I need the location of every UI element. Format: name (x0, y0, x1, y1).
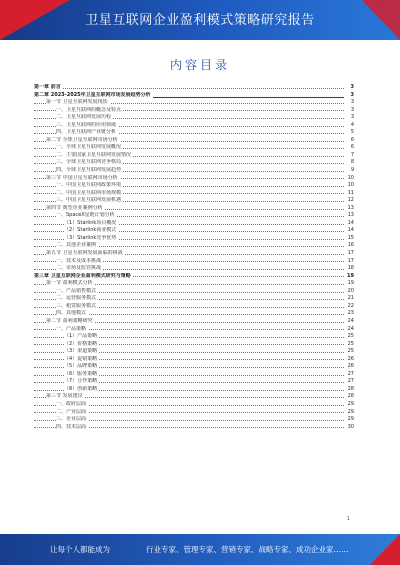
toc-entry-text: 第五节 卫星互联网发展面临的挑战 (46, 250, 123, 257)
toc-entry-text: （3）Starlink竞争优势 (64, 234, 117, 241)
toc-entry-page: 17 (347, 257, 354, 264)
toc-entry-page: 14 (347, 219, 354, 226)
toc-entry[interactable] (34, 137, 354, 145)
toc-entry-text: 二、市场及监管挑战 (56, 265, 102, 272)
toc-entry-page: 18 (347, 265, 354, 272)
toc-entry[interactable] (34, 280, 354, 288)
toc-entry-page: 24 (347, 325, 354, 332)
toc-entry-page: 8 (350, 159, 354, 166)
toc-entry-page: 25 (347, 340, 354, 347)
toc-entry-text: （6）服务策略 (64, 370, 98, 377)
toc-entry-text: （1）产品策略 (64, 333, 98, 340)
toc-entry[interactable] (34, 212, 354, 220)
toc-entry-page: 26 (347, 363, 354, 370)
toc-entry-text: 第一章 前言 (34, 84, 61, 90)
toc-entry-page: 3 (350, 84, 354, 90)
toc-entry[interactable] (34, 386, 354, 394)
toc-entry[interactable] (34, 356, 354, 364)
toc-entry[interactable] (34, 122, 354, 130)
toc-entry[interactable] (34, 159, 354, 167)
toc-entry-text: 第二节 盈利策略研究 (46, 317, 93, 324)
toc-entry-text: 四、技术层面 (56, 423, 87, 430)
toc-entry-text: 第一节 盈利模式分析 (46, 280, 93, 287)
toc-entry-page: 10 (347, 174, 354, 181)
toc-entry-page: 3 (350, 106, 354, 113)
toc-entry-page: 30 (347, 423, 354, 430)
toc-entry-page: 5 (350, 129, 354, 136)
toc-entry-text: 四、其他模式 (56, 310, 87, 317)
toc-entry[interactable] (34, 341, 354, 349)
toc-entry[interactable] (34, 152, 354, 160)
toc-entry-page: 28 (347, 393, 354, 400)
toc-entry[interactable] (34, 227, 354, 235)
toc-entry-text: 一、技术及成本挑战 (56, 257, 102, 264)
toc-entry[interactable] (34, 144, 354, 152)
toc-entry-text: 一、全球卫星互联网发展概况 (56, 144, 122, 151)
toc-entry-page: 12 (347, 197, 354, 204)
toc-entry-text: 四、全球卫星互联网发展趋势 (56, 167, 122, 174)
toc-entry-page: 15 (347, 234, 354, 241)
toc-entry[interactable] (34, 416, 354, 424)
toc-entry[interactable] (34, 348, 354, 356)
toc-entry-page: 19 (347, 272, 354, 279)
toc-entry-page: 16 (347, 242, 354, 249)
page-number: 1 (346, 516, 350, 522)
footer-red-accent (370, 534, 400, 565)
toc-entry-text: 二、卫星互联网发展历程 (56, 114, 112, 121)
toc-entry-page: 14 (347, 227, 354, 234)
toc-entry-page: 19 (347, 280, 354, 287)
toc-entry-text: 第二节 全球卫星互联网市场分析 (46, 136, 118, 143)
toc-entry-text: （3）渠道策略 (64, 348, 98, 355)
toc-entry-page: 29 (347, 408, 354, 415)
toc-entry-page: 27 (347, 378, 354, 385)
toc-entry-page: 25 (347, 348, 354, 355)
toc-entry-page: 21 (347, 295, 354, 302)
toc-entry[interactable] (34, 99, 354, 107)
toc-entry-text: 二、其他企业案例 (56, 242, 97, 249)
toc-entry-page: 3 (350, 99, 354, 106)
toc-entry[interactable] (34, 258, 354, 266)
toc-entry[interactable] (34, 235, 354, 243)
footer-slogan-left: 让每个人都能成为 (50, 545, 110, 554)
toc-entry-text: （4）促销策略 (64, 355, 98, 362)
toc-entry[interactable] (34, 424, 354, 432)
footer-banner (0, 534, 400, 565)
toc-entry-page: 22 (347, 302, 354, 309)
toc-entry[interactable] (34, 318, 354, 326)
toc-entry[interactable] (34, 220, 354, 228)
toc-entry[interactable] (34, 175, 354, 183)
toc-entry[interactable] (34, 167, 354, 175)
toc-entry-page: 10 (347, 182, 354, 189)
toc-entry-page: 7 (350, 151, 354, 158)
toc-entry[interactable] (34, 182, 354, 190)
toc-entry-page: 4 (350, 121, 354, 128)
toc-entry[interactable] (34, 114, 354, 122)
toc-entry-text: 一、中国卫星互联网政策环境 (56, 182, 122, 189)
toc-entry-page: 26 (347, 355, 354, 362)
toc-entry-text: （2）价格策略 (64, 340, 98, 347)
toc-entry-text: 第四节 典型企业案例分析 (46, 204, 103, 211)
toc-entry-text: 三、企业层面 (56, 416, 87, 423)
toc-entry[interactable] (34, 92, 354, 100)
toc-entry-text: 二、运营服务模式 (56, 295, 97, 302)
toc-entry[interactable] (34, 303, 354, 311)
toc-entry-page: 27 (347, 370, 354, 377)
toc-entry[interactable] (34, 107, 354, 115)
toc-entry-text: 二、产业层面 (56, 408, 87, 415)
toc-entry[interactable] (34, 378, 354, 386)
toc-entry-text: （2）Starlink商业模式 (64, 227, 117, 234)
toc-entry-text: 一、卫星互联网的概念及特点 (56, 106, 122, 113)
toc-entry-text: 一、产品销售模式 (56, 287, 97, 294)
toc-entry-page: 6 (350, 136, 354, 143)
toc-entry[interactable] (34, 265, 354, 273)
toc-entry-text: （7）合作策略 (64, 378, 98, 385)
toc-entry-page: 13 (347, 204, 354, 211)
toc-entry[interactable] (34, 129, 354, 137)
toc-entry-page: 24 (347, 317, 354, 324)
toc-entry-text: 第三节 发展建议 (46, 393, 83, 400)
toc-entry[interactable] (34, 401, 354, 409)
toc-entry-page: 29 (347, 416, 354, 423)
toc-entry-page: 9 (350, 167, 354, 174)
toc-entry-text: 第三节 中国卫星互联网市场分析 (46, 174, 118, 181)
toc-entry[interactable] (34, 310, 354, 318)
toc-entry[interactable] (34, 288, 354, 296)
toc-entry-page: 3 (350, 91, 354, 98)
toc-entry-text: 二、中国卫星互联网市场规模 (56, 189, 122, 196)
toc-entry[interactable] (34, 371, 354, 379)
toc-entry[interactable] (34, 250, 354, 258)
table-of-contents (34, 84, 354, 431)
header-banner (0, 0, 400, 40)
toc-title: 内容目录 (169, 58, 230, 72)
toc-entry-text: （5）品牌策略 (64, 363, 98, 370)
footer-slogan-right: 行业专家、管理专家、营销专家、战略专家、成功企业家…… (146, 545, 349, 554)
toc-entry-text: 一、政府层面 (56, 400, 87, 407)
toc-entry[interactable] (34, 197, 354, 205)
toc-entry-text: 三、全球卫星互联网竞争格局 (56, 159, 122, 166)
toc-entry[interactable] (34, 84, 354, 92)
toc-entry[interactable] (34, 242, 354, 250)
toc-entry[interactable] (34, 326, 354, 334)
toc-entry-page: 13 (347, 212, 354, 219)
toc-entry-page: 3 (350, 114, 354, 121)
toc-entry-text: （1）Starlink项目概况 (64, 219, 117, 226)
toc-entry[interactable] (34, 190, 354, 198)
toc-entry[interactable] (34, 295, 354, 303)
toc-entry[interactable] (34, 409, 354, 417)
toc-entry-text: 第二章 2023-2025年卫星互联网市场发展趋势分析 (34, 91, 151, 98)
toc-entry-page: 23 (347, 310, 354, 317)
toc-entry-page: 20 (347, 287, 354, 294)
toc-entry-page: 29 (347, 400, 354, 407)
toc-entry-text: 四、卫星互联网产业链分析 (56, 129, 117, 136)
toc-entry[interactable] (34, 393, 354, 401)
toc-entry-text: 三、租赁服务模式 (56, 302, 97, 309)
toc-entry-page: 6 (350, 144, 354, 151)
toc-entry-text: 二、主要国家卫星互联网发展情况 (56, 151, 132, 158)
toc-entry-text: 三、中国卫星互联网发展机遇 (56, 197, 122, 204)
toc-entry-page: 25 (347, 333, 354, 340)
toc-entry-page: 28 (347, 385, 354, 392)
toc-entry[interactable] (34, 205, 354, 213)
report-title: 卫星互联网企业盈利模式策略研究报告 (85, 13, 315, 28)
toc-entry-text: 三、卫星互联网的应用领域 (56, 121, 117, 128)
toc-entry-text: 第一节 卫星互联网发展现状 (46, 99, 108, 106)
toc-dot-leader (34, 88, 344, 89)
toc-entry-text: 第三章 卫星互联网企业盈利模式研究与策略 (34, 272, 131, 279)
toc-entry[interactable] (34, 363, 354, 371)
toc-entry-text: （8）创新策略 (64, 385, 98, 392)
toc-entry-text: 一、产品策略 (56, 325, 87, 332)
toc-entry[interactable] (34, 333, 354, 341)
toc-entry-page: 17 (347, 250, 354, 257)
toc-entry[interactable] (34, 273, 354, 281)
toc-entry-text: 一、SpaceX星链计划分析 (56, 212, 115, 219)
toc-entry-page: 11 (347, 189, 354, 196)
